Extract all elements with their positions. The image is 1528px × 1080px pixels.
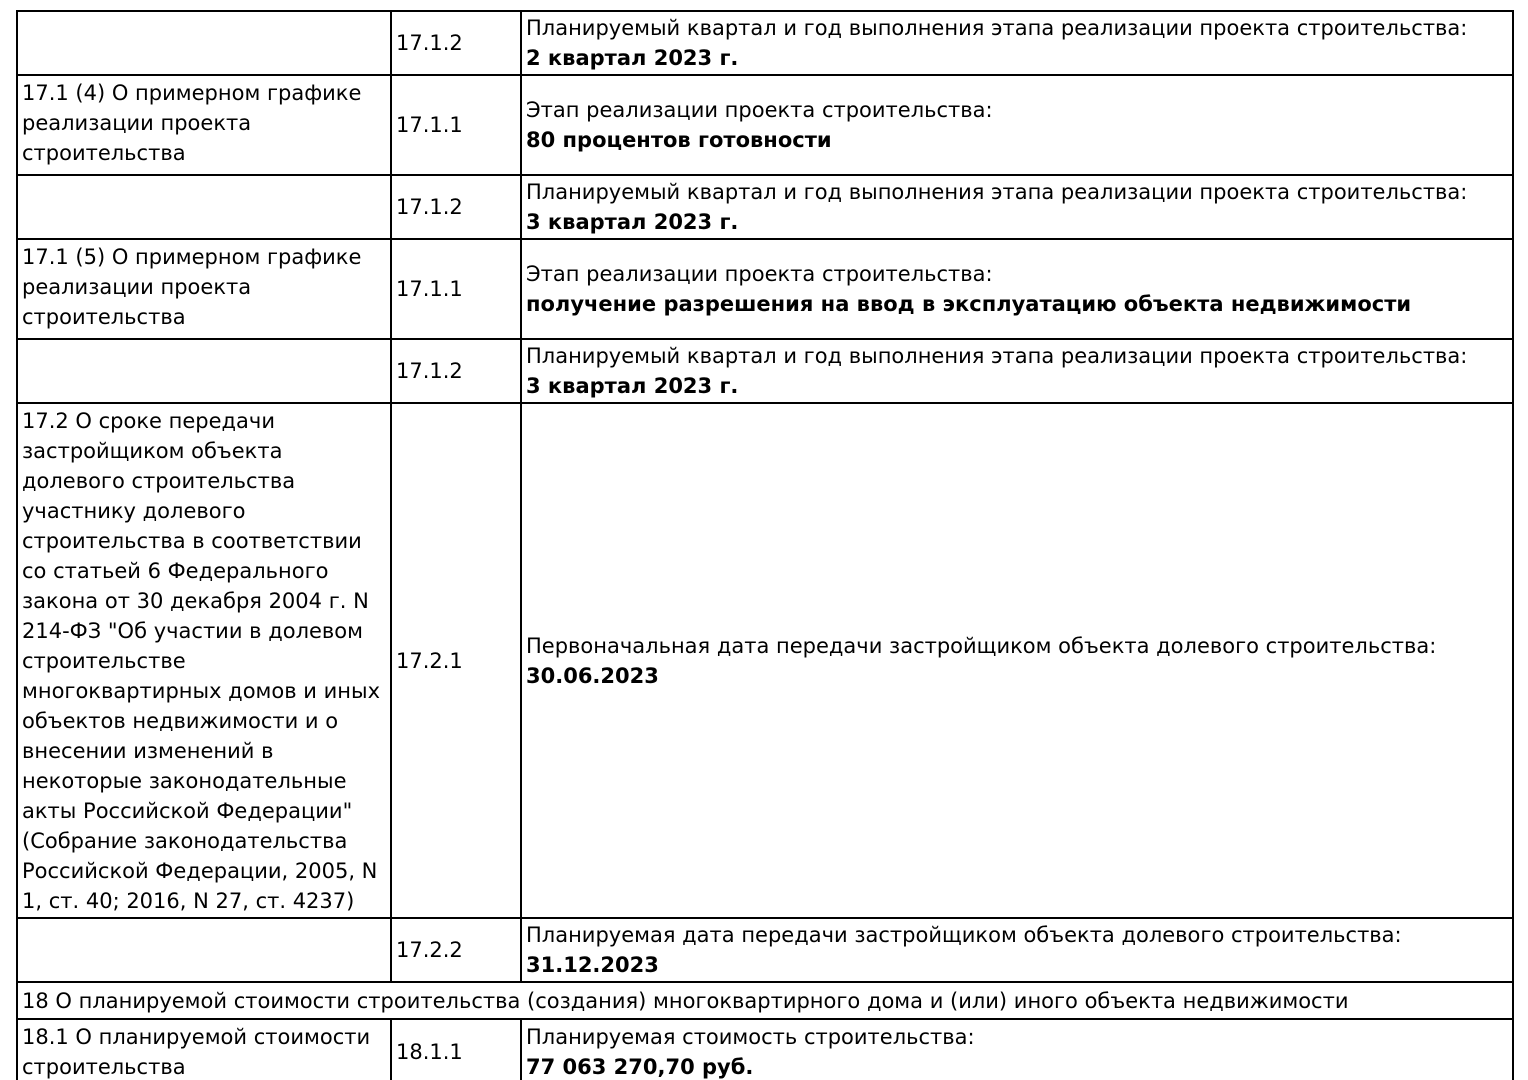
table-row: [17, 339, 1513, 403]
item-number-cell: 17.2.1: [391, 403, 521, 918]
item-label: Планируемый квартал и год выполнения этапа реализации проекта строительства:: [526, 180, 1468, 204]
item-content-cell: [521, 175, 1513, 239]
section-title-cell: [17, 175, 391, 239]
item-value: 30.06.2023: [526, 663, 659, 688]
item-value: 31.12.2023: [526, 953, 659, 977]
item-label: Этап реализации проекта строительства:: [526, 98, 993, 122]
item-value: 3 квартал 2023 г.: [526, 210, 739, 234]
item-content-cell: [521, 1019, 1513, 1080]
item-label: Планируемая стоимость строительства:: [526, 1024, 975, 1049]
item-value: получение разрешения на ввод в эксплуатацию объекта недвижимости: [526, 292, 1412, 316]
item-content-cell: [521, 403, 1513, 918]
item-content-cell: [521, 11, 1513, 75]
item-value: 3 квартал 2023 г.: [526, 374, 739, 398]
item-number-cell: 17.1.2: [391, 11, 521, 75]
item-label: Первоначальная дата передачи застройщиком объекта долевого строительства:: [526, 633, 1437, 658]
section-title-cell: 17.1 (4) О примерном графике реализации проекта строительства: [17, 75, 391, 175]
item-number-cell: 18.1.1: [391, 1019, 521, 1080]
section-title-cell: 18.1 О планируемой стоимости строительства: [17, 1019, 391, 1080]
section-title-cell: [17, 339, 391, 403]
item-content-cell: [521, 339, 1513, 403]
item-value: 80 процентов готовности: [526, 128, 832, 152]
item-content-cell: [521, 239, 1513, 339]
item-value: 2 квартал 2023 г.: [526, 46, 739, 70]
table-row: [17, 403, 1513, 918]
table-row-section-header: [17, 982, 1513, 1019]
project-declaration-table: [16, 10, 1514, 1080]
section-header-cell: 18 О планируемой стоимости строительства (создания) многоквартирного дома и (или) иного объекта недвижимости: [17, 982, 1513, 1019]
table-row: [17, 918, 1513, 982]
table-row: [17, 175, 1513, 239]
table-row: [17, 75, 1513, 175]
section-title-cell: [17, 11, 391, 75]
item-value: 77 063 270,70 руб.: [526, 1054, 754, 1079]
item-number-cell: 17.2.2: [391, 918, 521, 982]
table-row: [17, 239, 1513, 339]
item-label: Этап реализации проекта строительства:: [526, 262, 993, 286]
item-number-cell: 17.1.2: [391, 339, 521, 403]
item-label: Планируемый квартал и год выполнения этапа реализации проекта строительства:: [526, 16, 1468, 40]
section-title-cell: 17.1 (5) О примерном графике реализации проекта строительства: [17, 239, 391, 339]
section-title-cell: [17, 918, 391, 982]
item-content-cell: [521, 918, 1513, 982]
item-label: Планируемая дата передачи застройщиком объекта долевого строительства:: [526, 923, 1402, 947]
item-label: Планируемый квартал и год выполнения этапа реализации проекта строительства:: [526, 344, 1468, 368]
item-number-cell: 17.1.2: [391, 175, 521, 239]
item-content-cell: [521, 75, 1513, 175]
item-number-cell: 17.1.1: [391, 75, 521, 175]
table-row: [17, 1019, 1513, 1080]
item-number-cell: 17.1.1: [391, 239, 521, 339]
table-row: [17, 11, 1513, 75]
section-title-cell: 17.2 О сроке передачи застройщиком объекта долевого строительства участнику долевого строительства в соответствии со статьей 6 Федерального закона от 30 декабря 2004 г. N 214-ФЗ "Об участии в долевом строительстве многоквартирных домов и иных объектов недвижимости и о внесении изменений в некоторые законодательные акты Российской Федерации" (Собрание законодательства Российской Федерации, 2005, N 1, ст. 40; 2016, N 27, ст. 4237): [17, 403, 391, 918]
